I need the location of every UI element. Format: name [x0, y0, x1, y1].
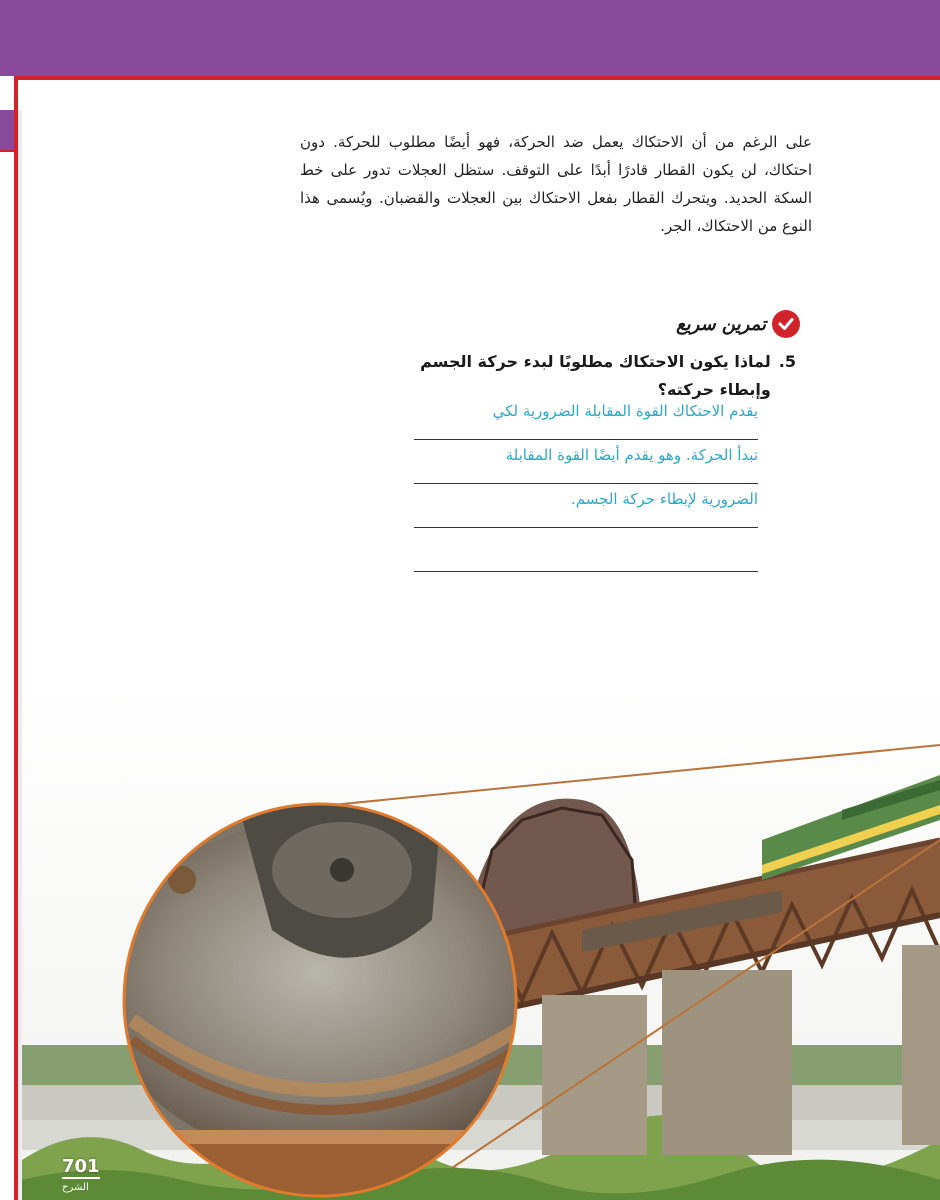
quick-practice-title: تمرين سريع [676, 313, 766, 335]
side-tab [0, 110, 14, 150]
answer-line-3[interactable]: الضرورية لإبطاء حركة الجسم. [414, 484, 758, 528]
question-text: لماذا يكون الاحتكاك مطلوبًا لبدء حركة الجسم وإبطاء حركته؟ [420, 352, 771, 399]
checkmark-icon [772, 310, 800, 338]
answer-line-4[interactable] [414, 528, 758, 572]
quick-practice-header [560, 310, 800, 338]
answer-line-2[interactable]: تبدأ الحركة. وهو يقدم أيضًا القوة المقابلة [414, 440, 758, 484]
photo-credit [828, 870, 838, 1150]
answer-line-1[interactable]: يقدم الاحتكاك القوة المقابلة الضرورية لكي [414, 396, 758, 440]
page-number: 701 [62, 1156, 100, 1177]
side-tab-divider [0, 150, 14, 152]
body-paragraph: على الرغم من أن الاحتكاك يعمل ضد الحركة، فهو أيضًا مطلوب للحركة. دون احتكاك، لن يكون القطار قادرًا أبدًا على التوقف. ستظل العجلات تدور على خط السكة الحديد. ويتحرك القطار بفعل الاحتكاك بين العجلات والقضبان. ويُسمى هذا النوع من الاحتكاك، الجر. [300, 133, 812, 235]
section-label: الشرح [62, 1182, 89, 1193]
train-bridge-photo [22, 690, 940, 1200]
question-number: 5. [778, 352, 796, 371]
top-band [0, 0, 940, 76]
